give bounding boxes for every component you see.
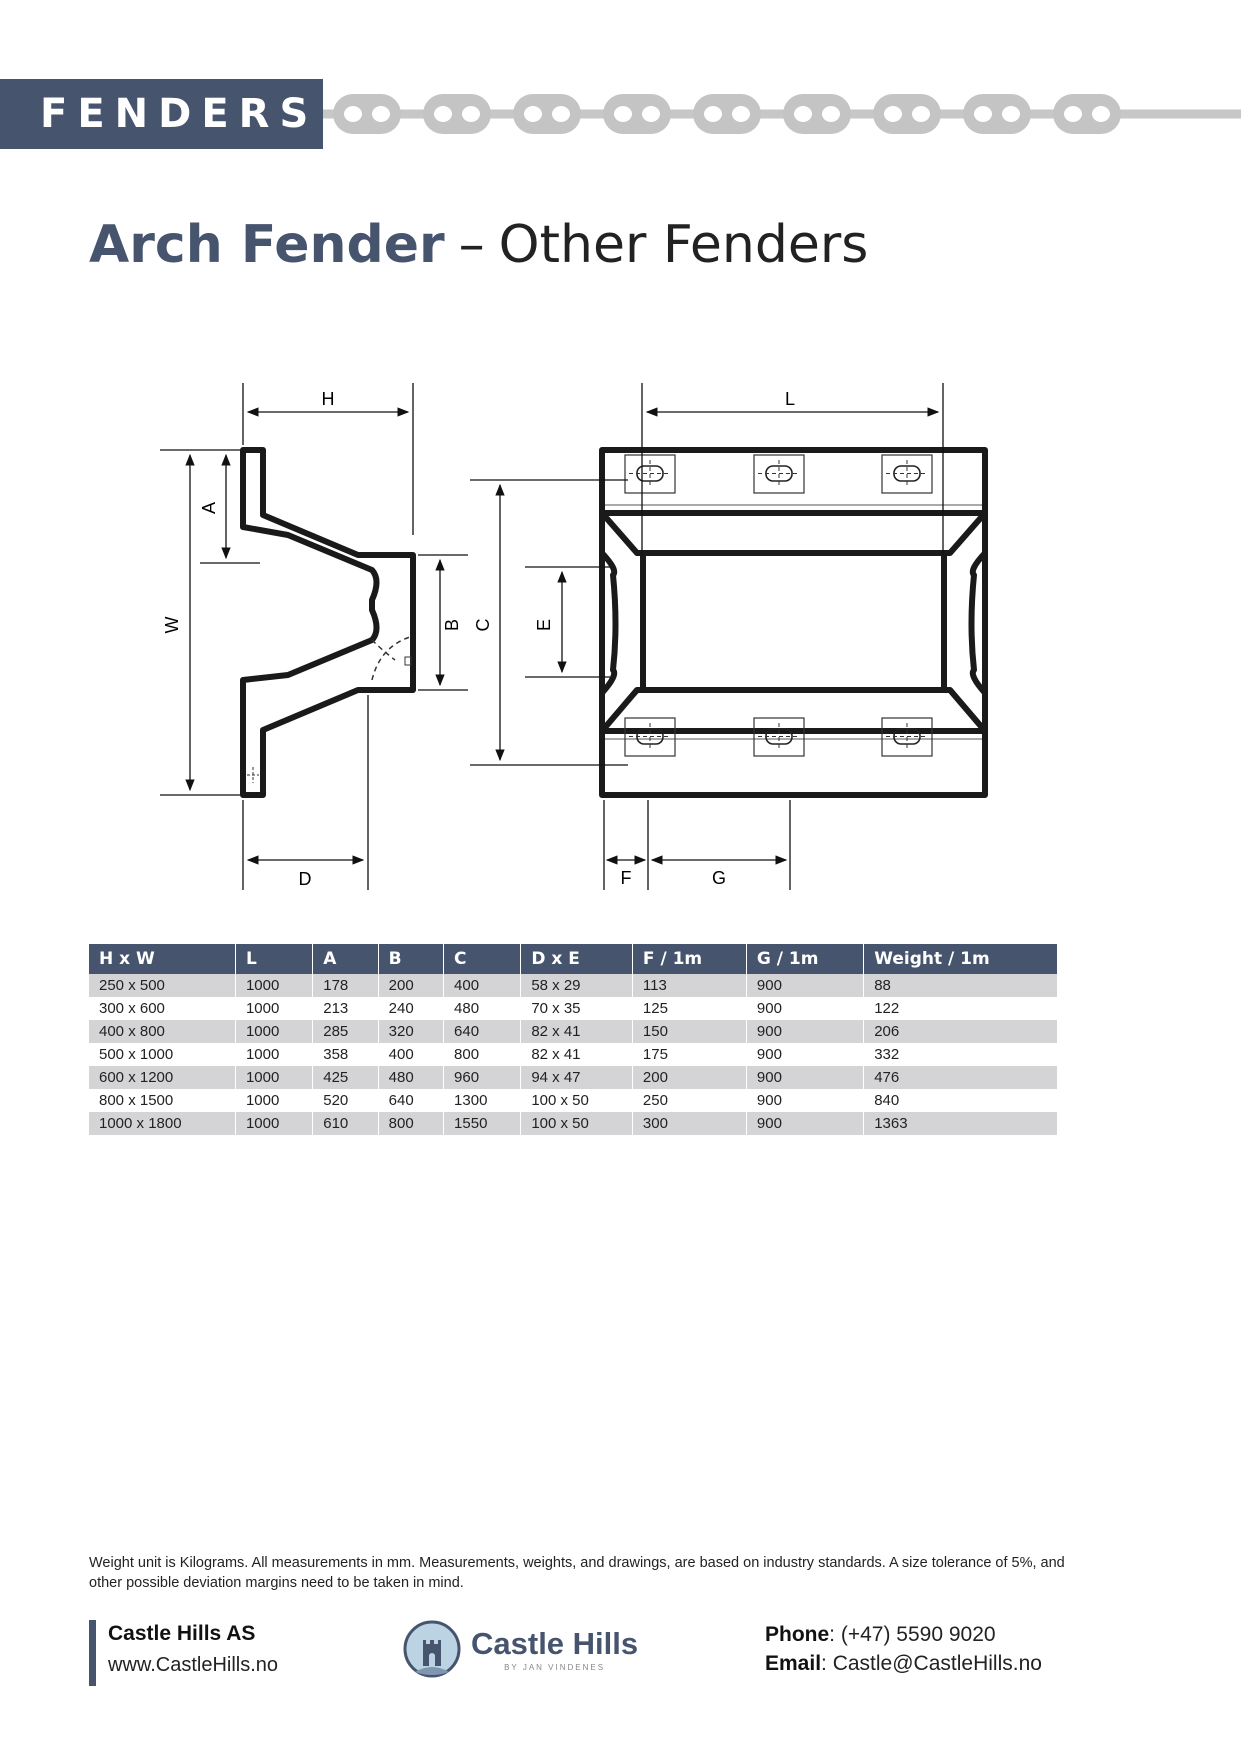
table-cell: 82 x 41 bbox=[521, 1043, 633, 1066]
table-row bbox=[89, 1020, 1057, 1043]
phone-number[interactable]: : (+47) 5590 9020 bbox=[829, 1623, 996, 1646]
phone-label: Phone bbox=[765, 1623, 830, 1646]
table-cell: 125 bbox=[632, 997, 746, 1020]
specs-table bbox=[89, 944, 1057, 1135]
email-label: Email bbox=[765, 1652, 822, 1675]
company-block bbox=[89, 1620, 278, 1686]
table-cell: 358 bbox=[313, 1043, 378, 1066]
table-cell: 900 bbox=[746, 974, 863, 997]
email-address[interactable]: : Castle@CastleHills.no bbox=[821, 1652, 1042, 1675]
bolt-slot bbox=[882, 718, 932, 756]
table-row bbox=[89, 1043, 1057, 1066]
chain-link bbox=[603, 94, 671, 134]
castle-icon bbox=[403, 1620, 461, 1678]
table-header-cell: G / 1m bbox=[746, 944, 863, 974]
table-cell: 900 bbox=[746, 997, 863, 1020]
dim-label-e: E bbox=[534, 618, 554, 632]
bolt-slot bbox=[882, 455, 932, 493]
dim-label-a: A bbox=[199, 501, 219, 515]
table-cell: 88 bbox=[864, 974, 1057, 997]
chain-link bbox=[513, 94, 581, 134]
table-cell: 476 bbox=[864, 1066, 1057, 1089]
table-row bbox=[89, 1066, 1057, 1089]
table-cell: 800 x 1500 bbox=[89, 1089, 235, 1112]
table-cell: 206 bbox=[864, 1020, 1057, 1043]
bolt-slots bbox=[625, 455, 932, 756]
table-row bbox=[89, 1112, 1057, 1135]
product-name: Arch Fender bbox=[89, 215, 445, 275]
dim-label-f: F bbox=[620, 868, 632, 888]
table-cell: 1000 bbox=[235, 997, 312, 1020]
table-cell: 58 x 29 bbox=[521, 974, 633, 997]
table-cell: 100 x 50 bbox=[521, 1112, 633, 1135]
title-dash: – bbox=[458, 215, 485, 275]
table-cell: 300 x 600 bbox=[89, 997, 235, 1020]
section-banner: FENDERS bbox=[0, 79, 323, 149]
chain-link bbox=[333, 94, 401, 134]
table-cell: 400 x 800 bbox=[89, 1020, 235, 1043]
table-cell: 1000 bbox=[235, 974, 312, 997]
dim-label-w: W bbox=[162, 616, 182, 634]
table-cell: 1000 bbox=[235, 1066, 312, 1089]
disclaimer: Weight unit is Kilograms. All measurements in mm. Measurements, weights, and drawings, are based on industry standards. A size tolerance of 5%, and other possible deviation margins need to be taken in mind. bbox=[89, 1555, 1065, 1591]
table-cell: 285 bbox=[313, 1020, 378, 1043]
table-cell: 840 bbox=[864, 1089, 1057, 1112]
table-cell: 1550 bbox=[444, 1112, 521, 1135]
table-cell: 82 x 41 bbox=[521, 1020, 633, 1043]
logo-wordmark: Castle Hills bbox=[471, 1625, 639, 1661]
table-cell: 480 bbox=[444, 997, 521, 1020]
bolt-slot bbox=[754, 718, 804, 756]
table-cell: 1363 bbox=[864, 1112, 1057, 1135]
table-header-cell: H x W bbox=[89, 944, 235, 974]
table-cell: 100 x 50 bbox=[521, 1089, 633, 1112]
logo-tagline: BY JAN VINDENES bbox=[504, 1662, 606, 1672]
table-cell: 1000 x 1800 bbox=[89, 1112, 235, 1135]
table-cell: 320 bbox=[378, 1020, 443, 1043]
table-cell: 400 bbox=[378, 1043, 443, 1066]
table-cell: 250 x 500 bbox=[89, 974, 235, 997]
chain-link bbox=[423, 94, 491, 134]
bolt-slot bbox=[625, 455, 675, 493]
dim-label-c: C bbox=[473, 618, 493, 632]
table-header-cell: B bbox=[378, 944, 443, 974]
table-cell: 640 bbox=[378, 1089, 443, 1112]
chain-link bbox=[963, 94, 1031, 134]
table-header-cell: Weight / 1m bbox=[864, 944, 1057, 974]
table-cell: 520 bbox=[313, 1089, 378, 1112]
table-cell: 70 x 35 bbox=[521, 997, 633, 1020]
table-row bbox=[89, 1089, 1057, 1112]
dim-label-b: B bbox=[442, 618, 462, 632]
table-cell: 200 bbox=[632, 1066, 746, 1089]
table-cell: 610 bbox=[313, 1112, 378, 1135]
table-cell: 113 bbox=[632, 974, 746, 997]
table-header-cell: C bbox=[444, 944, 521, 974]
table-cell: 900 bbox=[746, 1066, 863, 1089]
company-name: Castle Hills AS bbox=[108, 1622, 256, 1645]
table-cell: 1000 bbox=[235, 1089, 312, 1112]
dim-label-d: D bbox=[298, 869, 312, 889]
chain-link bbox=[873, 94, 941, 134]
email-line bbox=[765, 1649, 1042, 1678]
chain-link bbox=[1053, 94, 1121, 134]
bolt-slot bbox=[625, 718, 675, 756]
product-category: Other Fenders bbox=[498, 215, 869, 275]
table-cell: 1300 bbox=[444, 1089, 521, 1112]
table-cell: 900 bbox=[746, 1112, 863, 1135]
dim-label-h: H bbox=[321, 389, 335, 409]
contact-block bbox=[765, 1620, 1042, 1678]
table-row bbox=[89, 997, 1057, 1020]
table-cell: 175 bbox=[632, 1043, 746, 1066]
table-cell: 425 bbox=[313, 1066, 378, 1089]
table-cell: 900 bbox=[746, 1043, 863, 1066]
side-profile bbox=[243, 450, 413, 795]
table-header-cell: A bbox=[313, 944, 378, 974]
table-header-cell: D x E bbox=[521, 944, 633, 974]
table-header-cell: F / 1m bbox=[632, 944, 746, 974]
table-cell: 178 bbox=[313, 974, 378, 997]
table-cell: 94 x 47 bbox=[521, 1066, 633, 1089]
table-cell: 900 bbox=[746, 1089, 863, 1112]
chain-link bbox=[783, 94, 851, 134]
table-cell: 240 bbox=[378, 997, 443, 1020]
table-cell: 960 bbox=[444, 1066, 521, 1089]
table-cell: 500 x 1000 bbox=[89, 1043, 235, 1066]
dim-label-g: G bbox=[711, 868, 727, 888]
table-cell: 300 bbox=[632, 1112, 746, 1135]
table-cell: 900 bbox=[746, 1020, 863, 1043]
table-cell: 600 x 1200 bbox=[89, 1066, 235, 1089]
table-cell: 480 bbox=[378, 1066, 443, 1089]
table-cell: 1000 bbox=[235, 1112, 312, 1135]
table-cell: 800 bbox=[378, 1112, 443, 1135]
table-cell: 150 bbox=[632, 1020, 746, 1043]
table-header-row bbox=[89, 944, 1057, 974]
table-row bbox=[89, 974, 1057, 997]
website-link[interactable]: www.CastleHills.no bbox=[108, 1654, 279, 1676]
profile-outline bbox=[243, 450, 413, 795]
technical-drawing bbox=[140, 375, 1000, 905]
chain-link bbox=[693, 94, 761, 134]
dim-label-l: L bbox=[784, 389, 796, 409]
table-cell: 250 bbox=[632, 1089, 746, 1112]
bolt-slot bbox=[754, 455, 804, 493]
table-cell: 400 bbox=[444, 974, 521, 997]
table-cell: 200 bbox=[378, 974, 443, 997]
table-cell: 122 bbox=[864, 997, 1057, 1020]
table-cell: 332 bbox=[864, 1043, 1057, 1066]
phone-line bbox=[765, 1620, 1042, 1649]
company-logo bbox=[403, 1620, 638, 1678]
chain-decoration bbox=[323, 84, 1241, 144]
table-cell: 800 bbox=[444, 1043, 521, 1066]
table-cell: 1000 bbox=[235, 1043, 312, 1066]
table-cell: 640 bbox=[444, 1020, 521, 1043]
table-cell: 213 bbox=[313, 997, 378, 1020]
table-header-cell: L bbox=[235, 944, 312, 974]
table-cell: 1000 bbox=[235, 1020, 312, 1043]
page-title bbox=[89, 215, 868, 275]
